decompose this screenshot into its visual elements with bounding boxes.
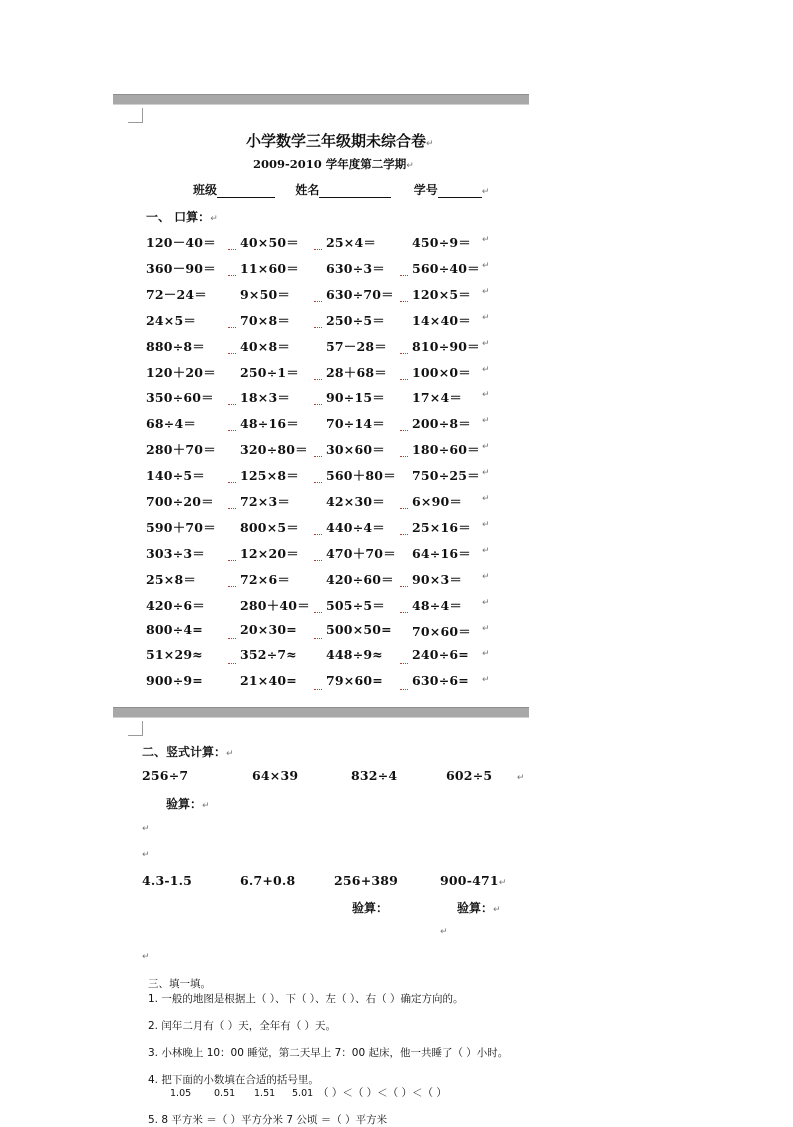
question-4: 4. 把下面的小数填在合适的括号里。 <box>148 1074 319 1086</box>
oral-calc-item: 280＋70＝ <box>146 442 216 457</box>
spell-check-underline <box>314 246 322 250</box>
oral-calc-item: 303÷3＝ <box>146 546 205 561</box>
oral-calc-item: 9×50＝ <box>240 287 291 302</box>
section2-heading: 二、竖式计算：↵ <box>142 745 234 759</box>
vertical-calc-8: 900-471↵ <box>440 873 507 888</box>
oral-calc-item: 42×30＝ <box>326 494 385 509</box>
oral-calc-item: 90÷15＝ <box>326 390 385 405</box>
oral-calc-item: 57－28＝ <box>326 339 387 354</box>
oral-calc-item: 350÷60＝ <box>146 390 214 405</box>
class-label: 班级 <box>193 183 218 197</box>
section1-heading: 一、 口算：↵ <box>146 210 218 224</box>
section3-heading: 三、填一填。 <box>148 978 211 990</box>
spell-check-underline <box>400 583 408 587</box>
oral-calc-item: 25×8＝ <box>146 572 197 587</box>
oral-calc-item: 40×8＝ <box>240 339 291 354</box>
spell-check-underline <box>228 272 236 276</box>
spell-check-underline <box>400 453 408 457</box>
page-break-bar <box>113 707 529 718</box>
oral-calc-item: 700÷20＝ <box>146 494 214 509</box>
page-title: 小学数学三年级期未综合卷↵ <box>246 132 434 150</box>
oral-calc-item: 48÷16＝ <box>240 416 299 431</box>
oral-calc-item: 250÷1＝ <box>240 365 299 380</box>
spell-check-underline <box>228 583 236 587</box>
oral-calc-item: 48÷4＝ <box>412 598 463 613</box>
oral-calc-item: 420÷6＝ <box>146 598 205 613</box>
oral-calc-item: 900÷9= <box>146 673 203 688</box>
spell-check-underline <box>400 272 408 276</box>
oral-calc-item: 72－24＝ <box>146 287 207 302</box>
return-mark: ↵ <box>482 598 490 608</box>
return-mark: ↵ <box>482 416 490 426</box>
id-label: 学号 <box>413 183 438 197</box>
return-mark: ↵ <box>482 235 490 245</box>
oral-calc-item: 180÷60＝ <box>412 442 480 457</box>
oral-calc-item: 630÷6= <box>412 673 469 688</box>
oral-calc-item: 11×60＝ <box>240 261 299 276</box>
oral-calc-item: 450÷9＝ <box>412 235 471 250</box>
oral-calc-item: 320÷80＝ <box>240 442 308 457</box>
q4-number-1: 1.05 <box>170 1088 192 1099</box>
oral-calc-item: 250÷5＝ <box>326 313 385 328</box>
return-mark: ↵ <box>482 546 490 556</box>
vertical-calc-2: 64×39 <box>252 768 299 783</box>
return-mark: ↵ <box>482 675 490 685</box>
page-corner-mark <box>128 108 143 123</box>
return-mark: ↵ <box>440 927 448 937</box>
q4-number-3: 1.51 <box>254 1088 276 1099</box>
page-subtitle: 2009-2010 学年度第二学期↵ <box>253 157 414 171</box>
return-mark: ↵ <box>482 494 490 504</box>
oral-calc-item: 14×40＝ <box>412 313 471 328</box>
return-mark: ↵ <box>142 824 150 834</box>
vertical-calc-4: 602÷5 ↵ <box>446 768 525 783</box>
oral-calc-item: 70×60＝ <box>412 624 471 639</box>
spell-check-underline <box>400 609 408 613</box>
oral-calc-item: 630÷3＝ <box>326 261 385 276</box>
oral-calc-item: 120－40＝ <box>146 235 216 250</box>
spell-check-underline <box>400 350 408 354</box>
check-label-2b: 验算：↵ <box>457 901 501 915</box>
spell-check-underline <box>314 324 322 328</box>
check-label-1: 验算：↵ <box>166 797 210 811</box>
return-mark: ↵ <box>482 365 490 375</box>
oral-calc-item: 24×5＝ <box>146 313 197 328</box>
return-mark: ↵ <box>142 850 150 860</box>
spell-check-underline <box>400 531 408 535</box>
spell-check-underline <box>400 427 408 431</box>
oral-calc-item: 590＋70＝ <box>146 520 216 535</box>
oral-calc-item: 560÷40＝ <box>412 261 480 276</box>
spell-check-underline <box>228 660 236 664</box>
spell-check-underline <box>314 686 322 690</box>
spell-check-underline <box>314 376 322 380</box>
oral-calc-item: 68÷4＝ <box>146 416 197 431</box>
spell-check-underline <box>228 635 236 639</box>
oral-calc-item: 352÷7≈ <box>240 647 297 662</box>
return-mark: ↵ <box>482 442 490 452</box>
oral-calc-item: 448÷9≈ <box>326 647 383 662</box>
oral-calc-item: 440÷4＝ <box>326 520 385 535</box>
oral-calc-item: 750÷25＝ <box>412 468 480 483</box>
oral-calc-item: 72×3＝ <box>240 494 291 509</box>
oral-calc-item: 125×8＝ <box>240 468 299 483</box>
vertical-calc-3: 832÷4 <box>351 768 398 783</box>
spell-check-underline <box>228 324 236 328</box>
page-top-bar <box>113 94 529 105</box>
return-mark: ↵ <box>482 339 490 349</box>
oral-calc-item: 630÷70＝ <box>326 287 394 302</box>
vertical-calc-5: 4.3-1.5 <box>142 873 193 888</box>
oral-calc-item: 880÷8＝ <box>146 339 205 354</box>
spell-check-underline <box>228 427 236 431</box>
spell-check-underline <box>314 453 322 457</box>
oral-calc-item: 28＋68＝ <box>326 365 387 380</box>
oral-calc-item: 810÷90＝ <box>412 339 480 354</box>
name-label: 姓名 <box>295 183 320 197</box>
oral-calc-item: 800÷4= <box>146 622 203 637</box>
oral-calc-item: 18×3＝ <box>240 390 291 405</box>
spell-check-underline <box>400 686 408 690</box>
oral-calc-item: 30×60＝ <box>326 442 385 457</box>
return-mark: ↵ <box>142 952 150 962</box>
oral-calc-item: 21×40= <box>240 673 297 688</box>
oral-calc-item: 560＋80＝ <box>326 468 396 483</box>
spell-check-underline <box>314 479 322 483</box>
oral-calc-item: 470＋70＝ <box>326 546 396 561</box>
oral-calc-item: 90×3＝ <box>412 572 463 587</box>
q4-slots: （ ）＜（ ）＜（ ）＜（ ） <box>318 1087 447 1099</box>
oral-calc-item: 70×8＝ <box>240 313 291 328</box>
oral-calc-item: 120×5＝ <box>412 287 471 302</box>
return-mark: ↵ <box>482 390 490 400</box>
q4-number-4: 5.01 <box>292 1088 314 1099</box>
spell-check-underline <box>228 246 236 250</box>
oral-calc-item: 20×30= <box>240 622 297 637</box>
oral-calc-item: 79×60= <box>326 673 383 688</box>
spell-check-underline <box>314 531 322 535</box>
oral-calc-item: 500×50= <box>326 622 392 637</box>
return-mark: ↵ <box>482 468 490 478</box>
oral-calc-item: 12×20＝ <box>240 546 299 561</box>
oral-calc-item: 64÷16＝ <box>412 546 471 561</box>
vertical-calc-6: 6.7+0.8 <box>240 873 296 888</box>
spell-check-underline <box>228 505 236 509</box>
oral-calc-item: 360－90＝ <box>146 261 216 276</box>
spell-check-underline <box>314 557 322 561</box>
oral-calc-item: 100×0＝ <box>412 365 471 380</box>
return-mark: ↵ <box>482 313 490 323</box>
oral-calc-item: 280＋40＝ <box>240 598 310 613</box>
class-blank <box>217 185 275 198</box>
spell-check-underline <box>314 401 322 405</box>
question-2: 2. 闰年二月有（ ）天，全年有（ ）天。 <box>148 1020 337 1032</box>
oral-calc-item: 72×6＝ <box>240 572 291 587</box>
return-mark: ↵ <box>482 261 490 271</box>
return-mark: ↵ <box>482 624 490 634</box>
vertical-calc-7: 256+389 <box>334 873 399 888</box>
oral-calc-item: 17×4＝ <box>412 390 463 405</box>
question-5: 5. 8 平方米 ＝（ ）平方分米 7 公顷 ＝（ ）平方米 <box>148 1114 388 1126</box>
spell-check-underline <box>400 505 408 509</box>
question-3: 3. 小林晚上 10：00 睡觉，第二天早上 7：00 起床，他一共睡了（ ）小时。 <box>148 1047 509 1059</box>
spell-check-underline <box>228 479 236 483</box>
spell-check-underline <box>228 350 236 354</box>
oral-calc-item: 51×29≈ <box>146 647 203 662</box>
spell-check-underline <box>400 376 408 380</box>
spell-check-underline <box>400 660 408 664</box>
page-corner-mark <box>128 721 143 736</box>
oral-calc-item: 505÷5＝ <box>326 598 385 613</box>
oral-calc-item: 70÷14＝ <box>326 416 385 431</box>
vertical-calc-1: 256÷7 <box>142 768 189 783</box>
spell-check-underline <box>314 635 322 639</box>
return-mark: ↵ <box>482 572 490 582</box>
return-mark: ↵ <box>482 649 490 659</box>
spell-check-underline <box>400 298 408 302</box>
spell-check-underline <box>314 609 322 613</box>
oral-calc-item: 140÷5＝ <box>146 468 205 483</box>
q4-number-2: 0.51 <box>214 1088 236 1099</box>
question-1: 1. 一般的地图是根据上（ ）、下（ ）、左（ ）、右（ ）确定方向的。 <box>148 993 464 1005</box>
id-blank <box>438 185 482 198</box>
oral-calc-item: 120＋20＝ <box>146 365 216 380</box>
oral-calc-item: 800×5＝ <box>240 520 299 535</box>
oral-calc-item: 6×90＝ <box>412 494 463 509</box>
info-line: 班级 姓名 学号 ↵ <box>193 183 490 197</box>
return-mark: ↵ <box>482 287 490 297</box>
return-mark: ↵ <box>482 520 490 530</box>
spell-check-underline <box>228 401 236 405</box>
oral-calc-item: 200÷8＝ <box>412 416 471 431</box>
oral-calc-item: 25×16＝ <box>412 520 471 535</box>
oral-calc-item: 240÷6= <box>412 647 469 662</box>
spell-check-underline <box>228 557 236 561</box>
spell-check-underline <box>314 298 322 302</box>
oral-calc-item: 40×50＝ <box>240 235 299 250</box>
oral-calc-item: 420÷60＝ <box>326 572 394 587</box>
oral-calc-item: 25×4＝ <box>326 235 377 250</box>
name-blank <box>319 185 391 198</box>
check-label-2a: 验算： <box>352 901 389 915</box>
